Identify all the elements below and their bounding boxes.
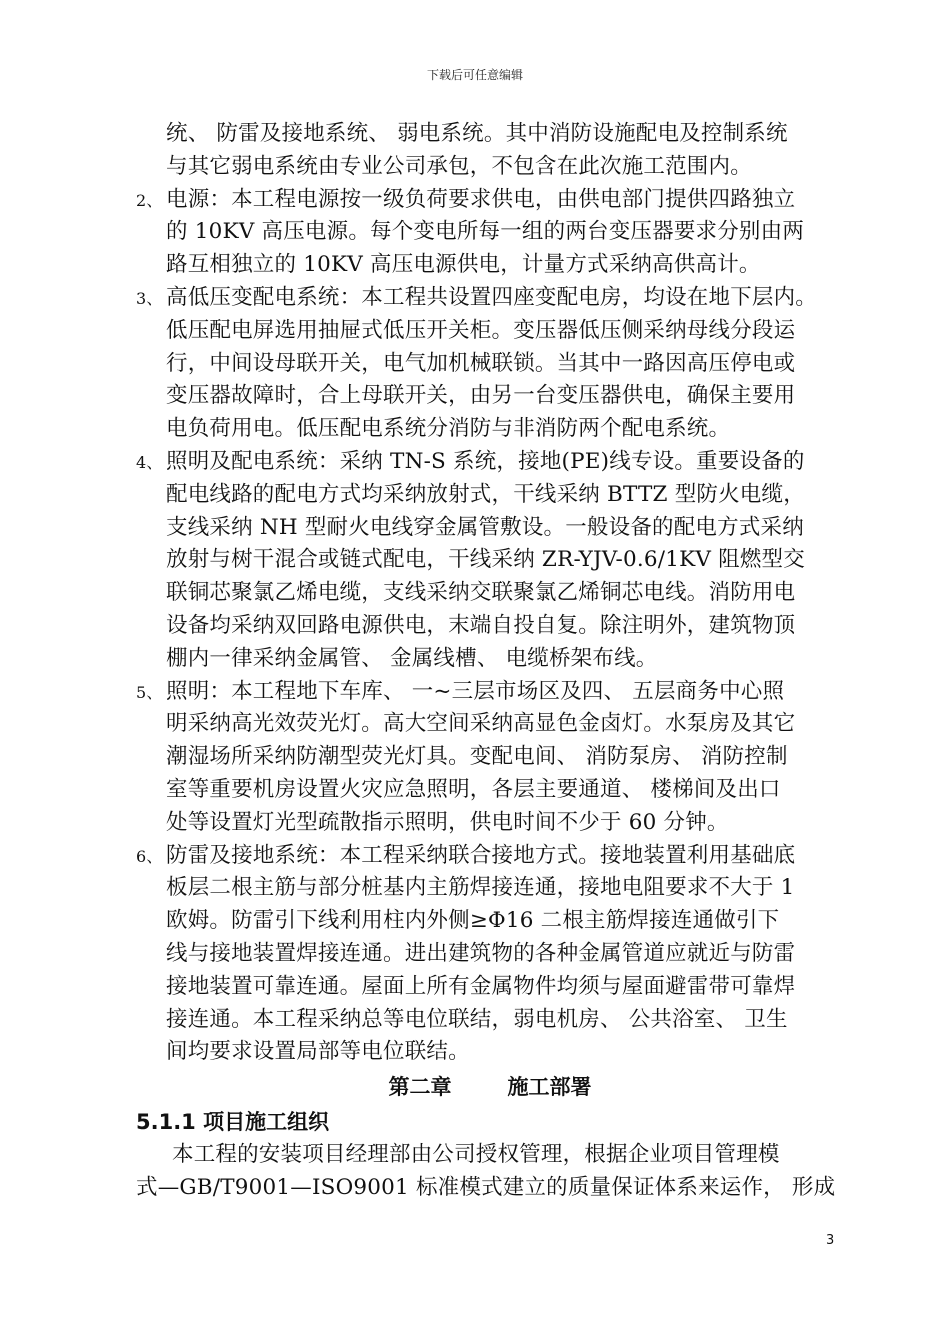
text-line: 电负荷用电。低压配电系统分消防与非消防两个配电系统。 [166, 416, 731, 442]
text-line: 支线采纳 NH 型耐火电线穿金属管敷设。一般设备的配电方式采纳 [166, 514, 804, 540]
list-number: 3、 [136, 288, 163, 308]
text-line: 设备均采纳双回路电源供电，末端自投自复。除注明外，建筑物顶 [166, 612, 796, 638]
text-line: 本工程的安装项目经理部由公司授权管理，根据企业项目管理模 [172, 1142, 780, 1168]
text-line: 配电线路的配电方式均采纳放射式，干线采纳 BTTZ 型防火电缆， [166, 481, 805, 507]
list-item [136, 840, 844, 873]
text-line: 潮湿场所采纳防潮型荧光灯具。变配电间、 消防泵房、 消防控制 [166, 744, 788, 770]
text-line: 照明：本工程地下车库、 一~三层市场区及四、 五层商务中心照 [166, 678, 785, 704]
list-item [136, 282, 844, 315]
text-line: 与其它弱电系统由专业公司承包，不包含在此次施工范围内。 [166, 153, 752, 179]
text-line: 高低压变配电系统：本工程共设置四座变配电房，均设在地下层内。 [166, 284, 818, 310]
text-line: 欧姆。防雷引下线利用柱内外侧≥Φ16 二根主筋焊接连通做引下 [166, 908, 780, 934]
chapter-title: 施工部署 [507, 1075, 592, 1100]
text-line: 接地装置可靠连通。屋面上所有金属物件均须与屋面避雷带可靠焊 [166, 973, 796, 999]
text-line: 接连通。本工程采纳总等电位联结，弱电机房、 公共浴室、 卫生 [166, 1006, 788, 1032]
text-line: 防雷及接地系统：本工程采纳联合接地方式。接地装置利用基础底 [166, 842, 796, 868]
text-line: 变压器故障时，合上母联开关，由另一台变压器供电，确保主要用 [166, 383, 796, 409]
text-line: 处等设置灯光型疏散指示照明，供电时间不少于 60 分钟。 [166, 809, 729, 835]
text-line: 低压配电屏选用抽屉式低压开关柜。变压器低压侧采纳母线分段运 [166, 317, 796, 343]
text-line: 棚内一律采纳金属管、 金属线槽、 电缆桥架布线。 [166, 645, 658, 671]
document-body [136, 118, 844, 1205]
chapter-number: 第二章 [388, 1075, 452, 1100]
text-line: 线与接地装置焊接连通。进出建筑物的各种金属管道应就近与防雷 [166, 940, 796, 966]
text-line: 明采纳高光效荧光灯。高大空间采纳高显色金卤灯。水泵房及其它 [166, 711, 796, 737]
section-heading: 5.1.1 项目施工组织 [136, 1110, 330, 1135]
text-line: 室等重要机房设置火灾应急照明，各层主要通道、 楼梯间及出口 [166, 776, 781, 802]
page-number: 3 [826, 1233, 835, 1248]
text-line: 路互相独立的 10KV 高压电源供电，计量方式采纳高供高计。 [166, 252, 761, 278]
list-number: 5、 [136, 682, 163, 702]
page-header: 下载后可任意编辑 [426, 68, 523, 82]
chapter-heading [136, 1071, 844, 1103]
text-line: 放射与树干混合或链式配电，干线采纳 ZR-YJV-0.6/1KV 阻燃型交 [166, 547, 805, 573]
list-number: 4、 [136, 452, 163, 472]
text-line: 行，中间设母联开关，电气加机械联锁。当其中一路因高压停电或 [166, 350, 796, 376]
text-line: 间均要求设置局部等电位联结。 [166, 1039, 470, 1065]
text-line: 式—GB/T9001—ISO9001 标准模式建立的质量保证体系来运作， 形成 [136, 1174, 836, 1200]
text-line: 板层二根主筋与部分桩基内主筋焊接连通，接地电阻要求不大于 1 [166, 875, 795, 901]
list-item [136, 446, 844, 479]
text-line: 照明及配电系统：采纳 TN-S 系统，接地(PE)线专设。重要设备的 [166, 448, 805, 474]
text-line: 电源：本工程电源按一级负荷要求供电，由供电部门提供四路独立 [166, 186, 796, 212]
list-number: 2、 [136, 190, 163, 210]
text-line: 统、 防雷及接地系统、 弱电系统。其中消防设施配电及控制系统 [166, 121, 788, 146]
text-line: 联铜芯聚氯乙烯电缆，支线采纳交联聚氯乙烯铜芯电线。消防用电 [166, 580, 796, 606]
text-line: 的 10KV 高压电源。每个变电所每一组的两台变压器要求分别由两 [166, 219, 805, 245]
list-item [136, 184, 844, 217]
list-item [136, 676, 844, 709]
list-number: 6、 [136, 846, 163, 866]
